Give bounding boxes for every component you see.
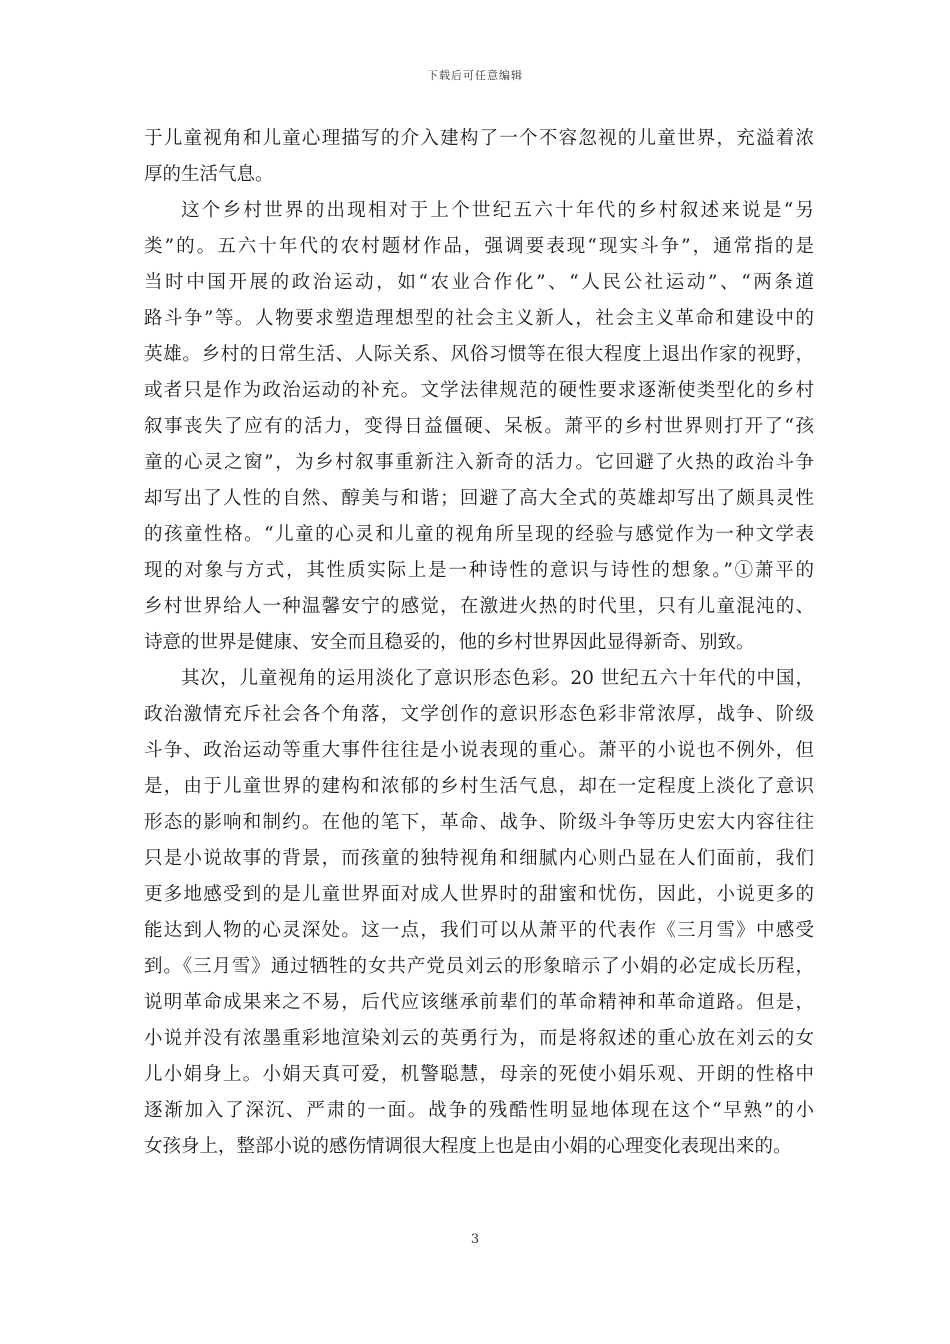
page-header: 下载后可任意编辑 bbox=[427, 69, 523, 82]
text-line: 小说并没有浓墨重彩地渲染刘云的英勇行为，而是将叙述的重心放在刘云的女 bbox=[144, 1028, 814, 1049]
text-line: 却写出了人性的自然、醇美与和谐；回避了高大全式的英雄却写出了颇具灵性 bbox=[144, 488, 814, 509]
text-line: 儿小娟身上。小娟天真可爱，机警聪慧，母亲的死使小娟乐观、开朗的性格中 bbox=[144, 1064, 814, 1085]
paragraph-first-line: 其次，儿童视角的运用淡化了意识形态色彩。20 世纪五六十年代的中国， bbox=[181, 668, 814, 689]
text-line: 当时中国开展的政治运动，如“农业合作化”、“人民公社运动”、“两条道 bbox=[144, 272, 814, 293]
text-line: 乡村世界给人一种温馨安宁的感觉，在激进火热的时代里，只有儿童混沌的、 bbox=[144, 596, 814, 617]
text-line: 厚的生活气息。 bbox=[144, 164, 274, 185]
text-line: 能达到人物的心灵深处。这一点，我们可以从萧平的代表作《三月雪》中感受 bbox=[144, 920, 814, 941]
text-line: 类”的。五六十年代的农村题材作品，强调要表现“现实斗争”，通常指的是 bbox=[144, 236, 814, 257]
paragraph-first-line: 这个乡村世界的出现相对于上个世纪五六十年代的乡村叙述来说是“另 bbox=[181, 200, 814, 221]
document-body bbox=[144, 121, 814, 1165]
text-line: 英雄。乡村的日常生活、人际关系、风俗习惯等在很大程度上退出作家的视野， bbox=[144, 344, 814, 365]
text-line: 叙事丧失了应有的活力，变得日益僵硬、呆板。萧平的乡村世界则打开了“孩 bbox=[144, 416, 814, 437]
text-line: 诗意的世界是健康、安全而且稳妥的，他的乡村世界因此显得新奇、别致。 bbox=[144, 632, 755, 653]
text-line: 斗争、政治运动等重大事件往往是小说表现的重心。萧平的小说也不例外，但 bbox=[144, 740, 814, 761]
text-line: 形态的影响和制约。在他的笔下，革命、战争、阶级斗争等历史宏大内容往往 bbox=[144, 812, 814, 833]
text-line: 说明革命成果来之不易，后代应该继承前辈们的革命精神和革命道路。但是， bbox=[144, 992, 814, 1013]
text-line: 政治激情充斥社会各个角落，文学创作的意识形态色彩非常浓厚，战争、阶级 bbox=[144, 704, 814, 725]
text-line: 只是小说故事的背景，而孩童的独特视角和细腻内心则凸显在人们面前，我们 bbox=[144, 848, 814, 869]
text-line: 是，由于儿童世界的建构和浓郁的乡村生活气息，却在一定程度上淡化了意识 bbox=[144, 776, 814, 797]
text-line: 的孩童性格。“儿童的心灵和儿童的视角所呈现的经验与感觉作为一种文学表 bbox=[144, 524, 814, 545]
page-number: 3 bbox=[470, 1232, 480, 1247]
text-line: 路斗争”等。人物要求塑造理想型的社会主义新人，社会主义革命和建设中的 bbox=[144, 308, 814, 329]
text-line: 到。《三月雪》通过牺牲的女共产党员刘云的形象暗示了小娟的必定成长历程， bbox=[144, 956, 814, 977]
text-line: 女孩身上，整部小说的感伤情调很大程度上也是由小娟的心理变化表现出来的。 bbox=[144, 1136, 792, 1157]
text-line: 逐渐加入了深沉、严肃的一面。战争的残酷性明显地体现在这个“早熟”的小 bbox=[144, 1100, 814, 1121]
text-line: 现的对象与方式，其性质实际上是一种诗性的意识与诗性的想象。”①萧平的 bbox=[144, 560, 814, 581]
text-line: 童的心灵之窗”，为乡村叙事重新注入新奇的活力。它回避了火热的政治斗争 bbox=[144, 452, 814, 473]
text-line: 更多地感受到的是儿童世界面对成人世界时的甜蜜和忧伤，因此，小说更多的 bbox=[144, 884, 814, 905]
text-line: 或者只是作为政治运动的补充。文学法律规范的硬性要求逐渐使类型化的乡村 bbox=[144, 380, 814, 401]
text-line: 于儿童视角和儿童心理描写的介入建构了一个不容忽视的儿童世界，充溢着浓 bbox=[144, 128, 814, 149]
